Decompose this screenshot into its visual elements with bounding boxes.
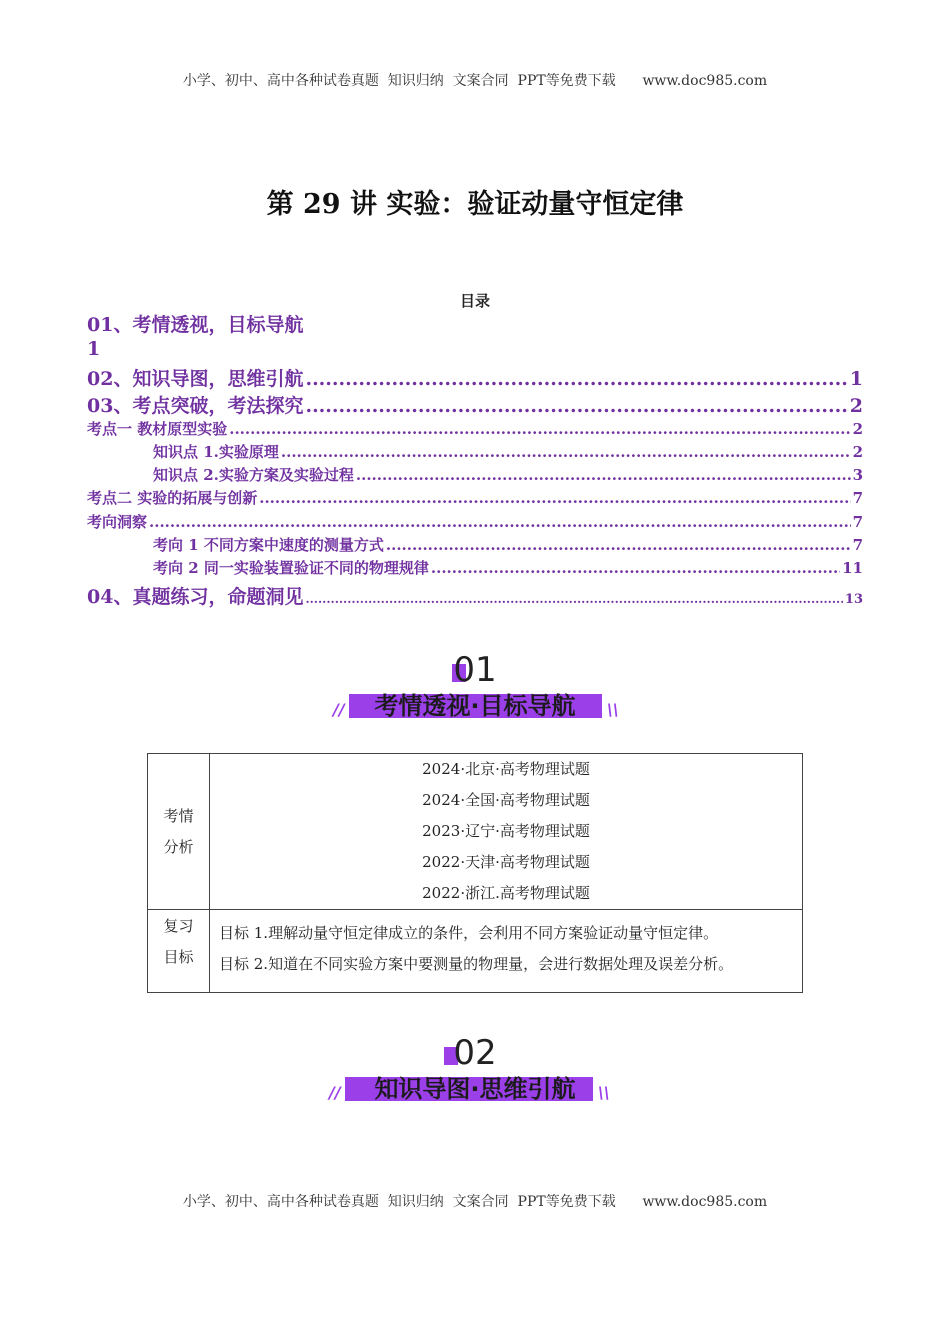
toc-leader [431, 559, 840, 577]
toc-item[interactable] [87, 418, 863, 439]
toc-item-text: 考向 2 同一实验装置验证不同的物理规律 [153, 559, 429, 577]
exam-list-cell [210, 754, 803, 910]
section-label: 考情透视·目标导航 [374, 692, 576, 720]
toc-item-page: 3 [852, 466, 863, 484]
toc-item[interactable] [153, 557, 863, 578]
toc-item-page: 1 [849, 368, 863, 390]
page-title: 第 29 讲 实验：验证动量守恒定律 [266, 189, 684, 220]
toc-item-text: 知识点 1.实验原理 [153, 443, 279, 461]
toc-item-page: 2 [849, 395, 863, 417]
toc-leader [356, 466, 851, 484]
section-left-slash: // [333, 700, 345, 719]
exam-item: 2024·北京·高考物理试题 [422, 760, 590, 778]
toc-item-text: 04、真题练习，命题洞见 [87, 586, 304, 608]
toc-heading: 目录 [459, 292, 490, 310]
exam-analysis-table [147, 753, 803, 993]
toc-item[interactable] [87, 511, 863, 532]
analysis-label-1: 考情 [163, 806, 194, 825]
toc-leader [281, 443, 851, 461]
toc-item-text: 考点二 实验的拓展与创新 [87, 489, 258, 507]
exam-item: 2022·浙江.高考物理试题 [422, 884, 590, 902]
toc-item-text: 考点一 教材原型实验 [87, 420, 228, 438]
page-header: 小学、初中、高中各种试卷真题 知识归纳 文案合同 PPT等免费下载 www.doc985.com [182, 73, 768, 89]
analysis-label-cell [148, 754, 210, 910]
toc-item-text: 03、考点突破，考法探究 [87, 395, 304, 417]
toc-item-text: 01、考情透视，目标导航 [87, 314, 304, 336]
toc-item[interactable] [153, 464, 863, 485]
toc-leader [259, 489, 850, 507]
section-label: 知识导图·思维引航 [374, 1075, 576, 1103]
section-right-slash: \\ [607, 700, 619, 719]
exam-item: 2022·天津·高考物理试题 [422, 853, 590, 871]
toc-item[interactable] [87, 310, 863, 337]
section-badge-02 [0, 1033, 950, 1113]
section-number: 01 [453, 650, 497, 690]
toc-item-page: 7 [852, 489, 863, 507]
toc-item-text: 考向 1 不同方案中速度的测量方式 [153, 536, 384, 554]
toc-item-text: 考向洞察 [87, 513, 148, 531]
toc-leader [305, 395, 847, 417]
section-right-slash: \\ [598, 1083, 610, 1102]
toc-item[interactable] [87, 487, 863, 508]
section-badge-01 [0, 650, 950, 730]
toc-leader [229, 420, 850, 438]
toc-item-text: 1 [87, 338, 101, 360]
section-number: 02 [453, 1033, 497, 1073]
page-footer: 小学、初中、高中各种试卷真题 知识归纳 文案合同 PPT等免费下载 www.doc985.com [182, 1194, 768, 1210]
toc-item-page: 7 [852, 536, 863, 554]
toc-leader [305, 592, 842, 606]
goal-label-2: 目标 [163, 948, 194, 966]
toc-item-page: 2 [852, 420, 863, 438]
toc-item[interactable] [87, 364, 863, 391]
toc-leader [149, 513, 851, 531]
toc-leader [386, 536, 851, 554]
toc-item-page: 11 [842, 559, 863, 577]
goal-item: 目标 1.理解动量守恒定律成立的条件，会利用不同方案验证动量守恒定律。 [219, 924, 719, 942]
toc-item-page: 7 [852, 513, 863, 531]
goal-label-1: 复习 [163, 917, 194, 935]
toc-leader [305, 368, 847, 390]
section-left-slash: // [329, 1083, 341, 1102]
toc-item-page: 13 [844, 592, 863, 607]
toc-item-page: 2 [852, 443, 863, 461]
toc-item-text: 02、知识导图，思维引航 [87, 368, 304, 390]
goal-label-cell [148, 910, 210, 993]
toc-item[interactable] [153, 441, 863, 462]
toc-item[interactable] [153, 534, 863, 555]
exam-item: 2023·辽宁·高考物理试题 [422, 822, 590, 840]
toc-item-text: 知识点 2.实验方案及实验过程 [153, 466, 354, 484]
toc-item[interactable] [87, 582, 863, 609]
goal-item: 目标 2.知道在不同实验方案中要测量的物理量，会进行数据处理及误差分析。 [219, 955, 734, 973]
goal-list-cell [210, 910, 803, 993]
exam-item: 2024·全国·高考物理试题 [422, 791, 590, 809]
toc-item[interactable] [87, 391, 863, 418]
toc-item[interactable] [87, 338, 863, 360]
analysis-label-2: 分析 [163, 837, 194, 856]
